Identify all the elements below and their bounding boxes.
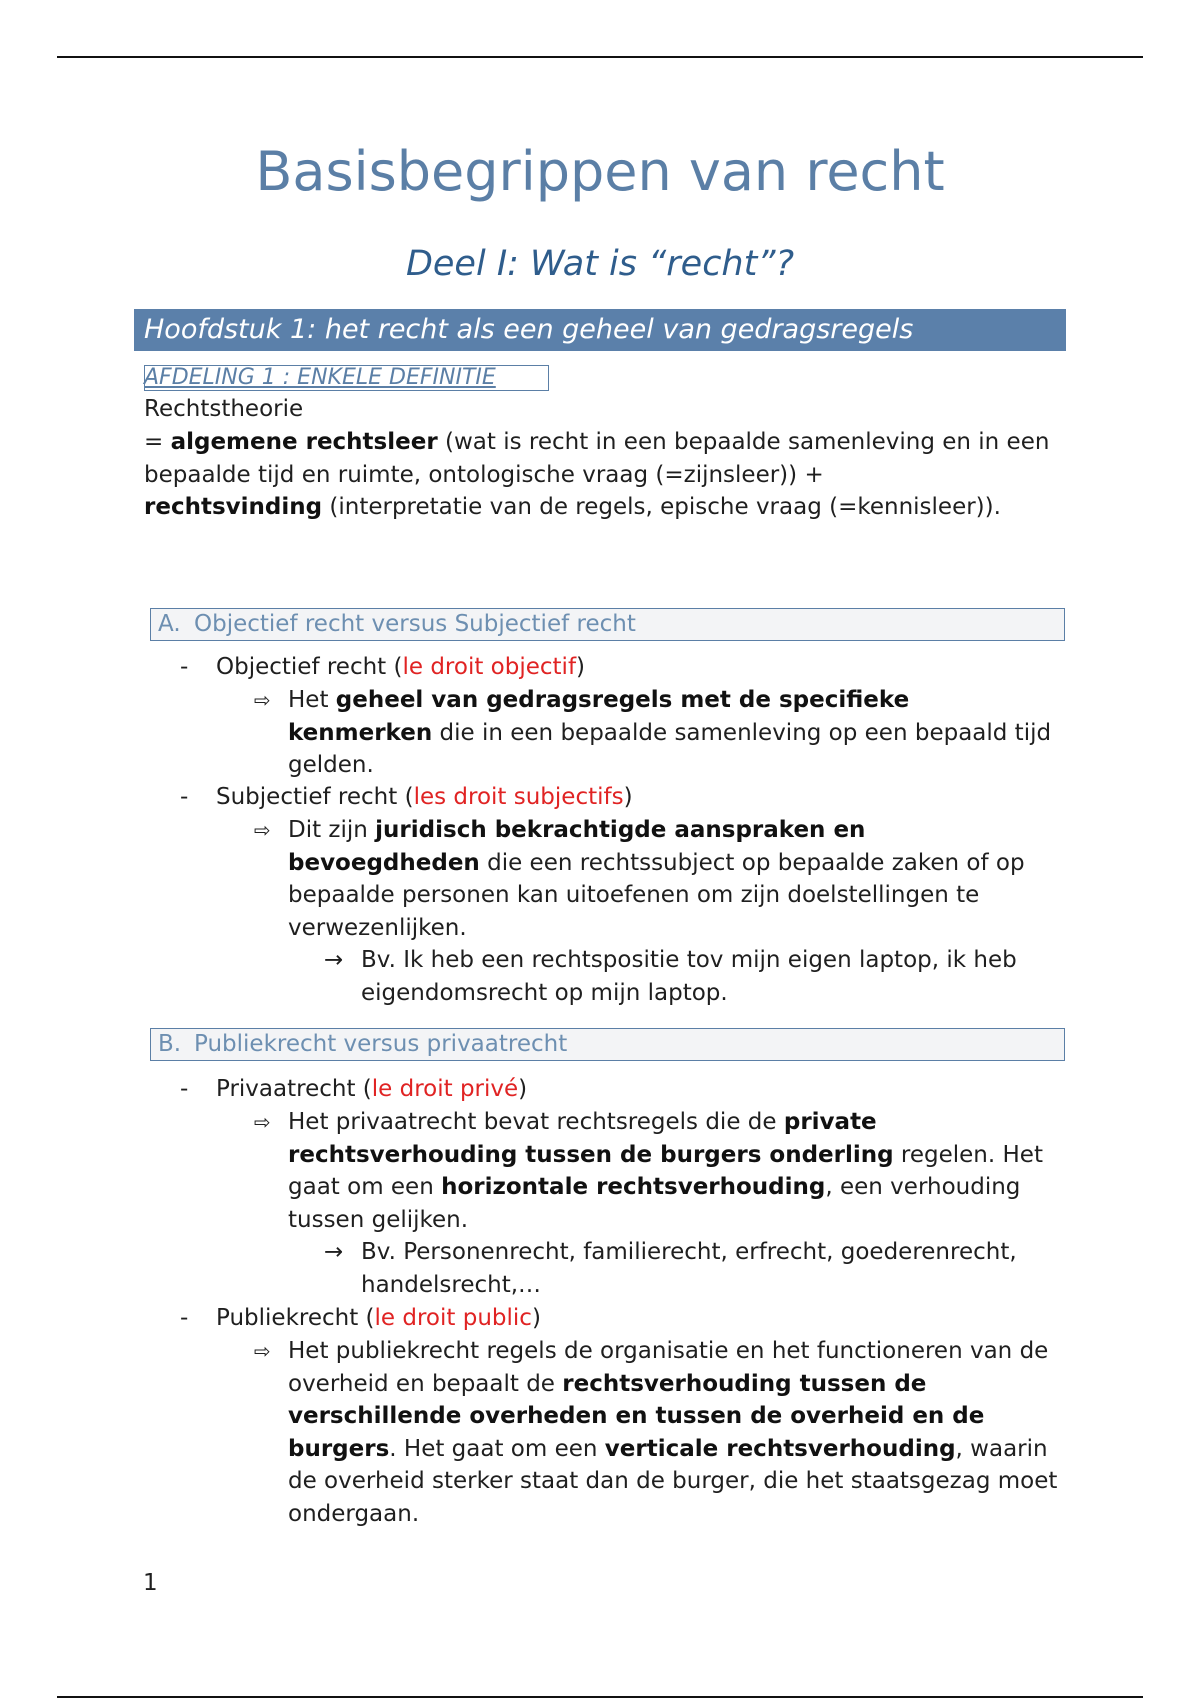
subheading-a: A. Objectief recht versus Subjectief recht [150,608,1065,641]
top-rule [57,56,1143,58]
intro-paragraph: = algemene rechtsleer (wat is recht in een bepaalde samenleving en in een bepaalde tijd en ruimte, ontologische vraag (=zijnsleer)) + rechtsvinding (interpretatie van de regels, epische vraag (=kennisleer)). [144,429,1050,521]
right-arrow-icon: → [324,1239,344,1265]
arrow-icon: ⇨ [254,1110,271,1134]
subheading-b: B. Publiekrecht versus privaatrecht [150,1028,1065,1061]
page-number: 1 [143,1570,158,1596]
section-heading: AFDELING 1 : ENKELE DEFINITIE [144,365,496,390]
right-arrow-icon: → [324,947,344,973]
document-title: Basisbegrippen van recht [255,140,945,203]
arrow-icon: ⇨ [254,688,271,712]
arrow-icon: ⇨ [254,1339,271,1363]
intro-heading: Rechtstheorie [144,396,304,422]
arrow-icon: ⇨ [254,818,271,842]
chapter-heading: Hoofdstuk 1: het recht als een geheel van gedragsregels [134,309,1066,351]
part-heading: Deel I: Wat is “recht”? [405,244,795,284]
bottom-rule [57,1696,1143,1698]
